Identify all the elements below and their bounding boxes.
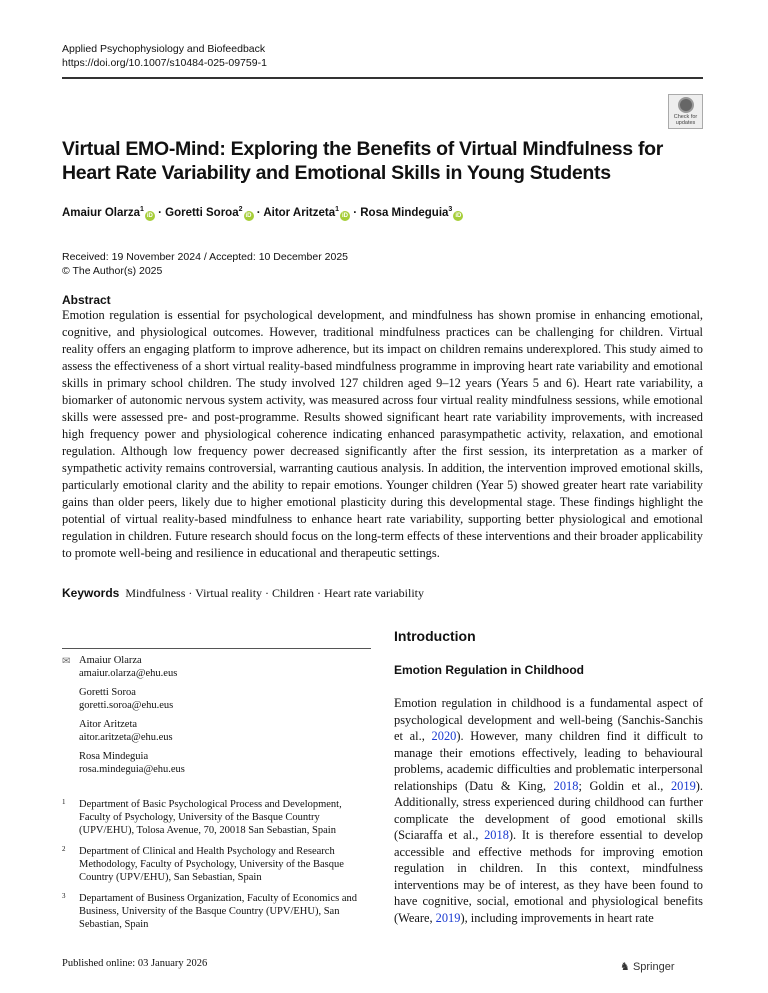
text-segment: ). It is therefore essential to develop accessible and effective methods for improving emotion regulation in children. In this context, mindfulness interventions may be of interest, as they have been found to have cognitive, social, emotional and physiological benefits (Weare,: [394, 828, 703, 925]
article-dates: [62, 250, 348, 278]
author-name[interactable]: Amaiur Olarza: [62, 206, 140, 219]
page-title: Virtual EMO-Mind: Exploring the Benefits of Virtual Mindfulness for Heart Rate Variability and Emotional Skills in Young Students: [62, 138, 664, 184]
check-label: Check for: [673, 114, 698, 120]
contact-email[interactable]: rosa.mindeguia@ehu.eus: [79, 764, 185, 775]
journal-name: Applied Psychophysiology and Biofeedback: [62, 43, 266, 55]
orcid-icon[interactable]: iD: [146, 212, 153, 219]
abstract-text: Emotion regulation is essential for psychological development, and mindfulness has shown promise in enhancing emotional, cognitive, and physiological outcomes. However, traditional mindfulness practices can be challenging for children. Virtual reality offers an engaging platform to improve adherence, but its impact on children remains underexplored. This study aimed to assess the effectiveness of a short virtual reality-based mindfulness programme in improving heart rate variability and emotional skills in primary school children. The study involved 127 children aged 9–12 years (Years 5 and 6). Heart rate variability, a biomarker of autonomic nervous system activity, was measured across four virtual reality mindfulness sessions, while emotional skills were assessed pre- and post-programme. Results showed significant heart rate variability improvements, with increased high frequency power and physiological coherence indicating enhanced parasympathetic activity, relaxation, and emotional regulation. Although low frequency power decreased significantly after the first session, its interpretation as a marker of sympathetic activity remains controversial, warranting cautious analysis. In addition, the intervention improved emotional skills, particularly emotional clarity and the ability to repair emotions. Younger children (Year 5) showed greater heart rate variability gains than older peers, likely due to higher emotional plasticity during this developmental stage. These findings highlight the potential of virtual reality-based mindfulness to enhance heart rate variability, supporting better physiological and emotional regulation in children. Future research should focus on the long-term effects of these interventions and their broader applicability to promote well-being and resilience in educational and therapeutic settings.: [62, 308, 703, 560]
citation-link[interactable]: 2020: [431, 729, 457, 743]
author-affiliation: 1: [139, 206, 144, 213]
copyright: © The Author(s) 2025: [62, 265, 163, 277]
crossmark-icon: [678, 97, 694, 113]
received-accepted: Received: 19 November 2024 / Accepted: 10 December 2025: [62, 251, 349, 263]
updates-label: updates: [675, 120, 696, 126]
affiliation-number: 2: [62, 845, 66, 853]
contact-email[interactable]: amaiur.olarza@ehu.eus: [79, 668, 178, 679]
citation-link[interactable]: 2019: [435, 910, 461, 925]
introduction-text: [394, 695, 703, 926]
correspondence-block: [62, 654, 372, 931]
author-name[interactable]: Goretti Soroa: [165, 206, 239, 219]
keywords-list: Mindfulness · Virtual reality · Children · Heart rate variability: [125, 586, 424, 600]
author-list: [62, 206, 463, 221]
citation-link[interactable]: 2019: [670, 778, 696, 793]
springer-horse-icon: ♞: [620, 961, 630, 973]
footnote-rule: [62, 648, 371, 649]
contact-entry: [62, 686, 372, 712]
author-name[interactable]: Aitor Aritzeta: [263, 206, 336, 219]
affiliation-text: Department of Basic Psychological Process and Development, Faculty of Psychology, University of the Basque Country (UPV/EHU), Tolosa Avenue, 70, 20018 San Sebastian, Spain: [79, 799, 342, 836]
author-separator: ·: [350, 206, 361, 219]
keywords-label: Keywords: [62, 586, 120, 600]
check-for-updates-button[interactable]: [668, 94, 703, 129]
affiliation-text: Departament of Business Organization, Faculty of Economics and Business, University of the Basque Country (UPV/EHU), San Sebastian, Spain: [79, 893, 357, 930]
author-separator: ·: [253, 206, 264, 219]
affiliation: [62, 892, 372, 931]
affiliation: [62, 845, 372, 884]
orcid-icon[interactable]: iD: [342, 212, 348, 219]
orcid-icon[interactable]: iD: [455, 212, 462, 219]
doi-link[interactable]: https://doi.org/10.1007/s10484-025-09759-1: [62, 57, 267, 69]
contact-name: Goretti Soroa: [79, 687, 136, 698]
publisher-name: Springer: [632, 961, 675, 973]
spacer: [62, 782, 372, 790]
author-affiliation: 2: [238, 206, 243, 213]
keywords: [62, 586, 424, 601]
author-affiliation: 1: [335, 206, 339, 213]
contact-name: Aitor Aritzeta: [79, 719, 138, 730]
text-segment: ; Goldin et al.,: [578, 778, 671, 793]
orcid-icon[interactable]: iD: [245, 212, 252, 219]
abstract-heading: Abstract: [62, 293, 111, 307]
author-separator: ·: [154, 206, 166, 219]
header-rule: [62, 77, 703, 79]
contact-name: Rosa Mindeguia: [79, 751, 149, 762]
published-online: Published online: 03 January 2026: [62, 958, 208, 969]
subsection-heading: Emotion Regulation in Childhood: [394, 663, 584, 677]
author-name[interactable]: Rosa Mindeguia: [360, 206, 449, 219]
contact-name: Amaiur Olarza: [79, 655, 142, 666]
envelope-icon: ✉: [62, 656, 71, 667]
text-segment: Emotion regulation in childhood is a fundamental aspect of psychological development and well-being (Sanchis-Sanchis et al.,: [394, 696, 703, 743]
affiliation-text: Department of Clinical and Health Psychology and Research Methodology, Faculty of Psychology, University of the Basque Country (UPV/EHU), San Sebastian, Spain: [79, 846, 344, 883]
contact-email[interactable]: goretti.soroa@ehu.eus: [79, 700, 174, 711]
text-segment: ). However, many children find it difficult to manage their emotions effectively, leading to behavioural problems, academic difficulties and problematic interpersonal relationships (Datu & King,: [394, 729, 703, 793]
publisher-logo: [620, 960, 675, 973]
section-heading-introduction: Introduction: [394, 628, 476, 644]
affiliation-number: 3: [62, 892, 66, 900]
author-affiliation: 3: [448, 206, 453, 213]
text-segment: ). Additionally, stress experienced during childhood can further complicate the development of good emotional skills (Sciaraffa et al.,: [394, 778, 703, 842]
contact-email[interactable]: aitor.aritzeta@ehu.eus: [79, 732, 173, 743]
contact-entry: [62, 718, 372, 744]
citation-link[interactable]: 2018: [484, 828, 509, 842]
affiliation-number: 1: [62, 798, 66, 806]
affiliation: [62, 798, 372, 837]
journal-header: [62, 42, 267, 70]
contact-entry: [62, 750, 372, 776]
citation-link[interactable]: 2018: [553, 778, 579, 793]
contact-entry: [62, 654, 372, 680]
text-segment: ), including improvements in heart rate: [460, 910, 654, 925]
